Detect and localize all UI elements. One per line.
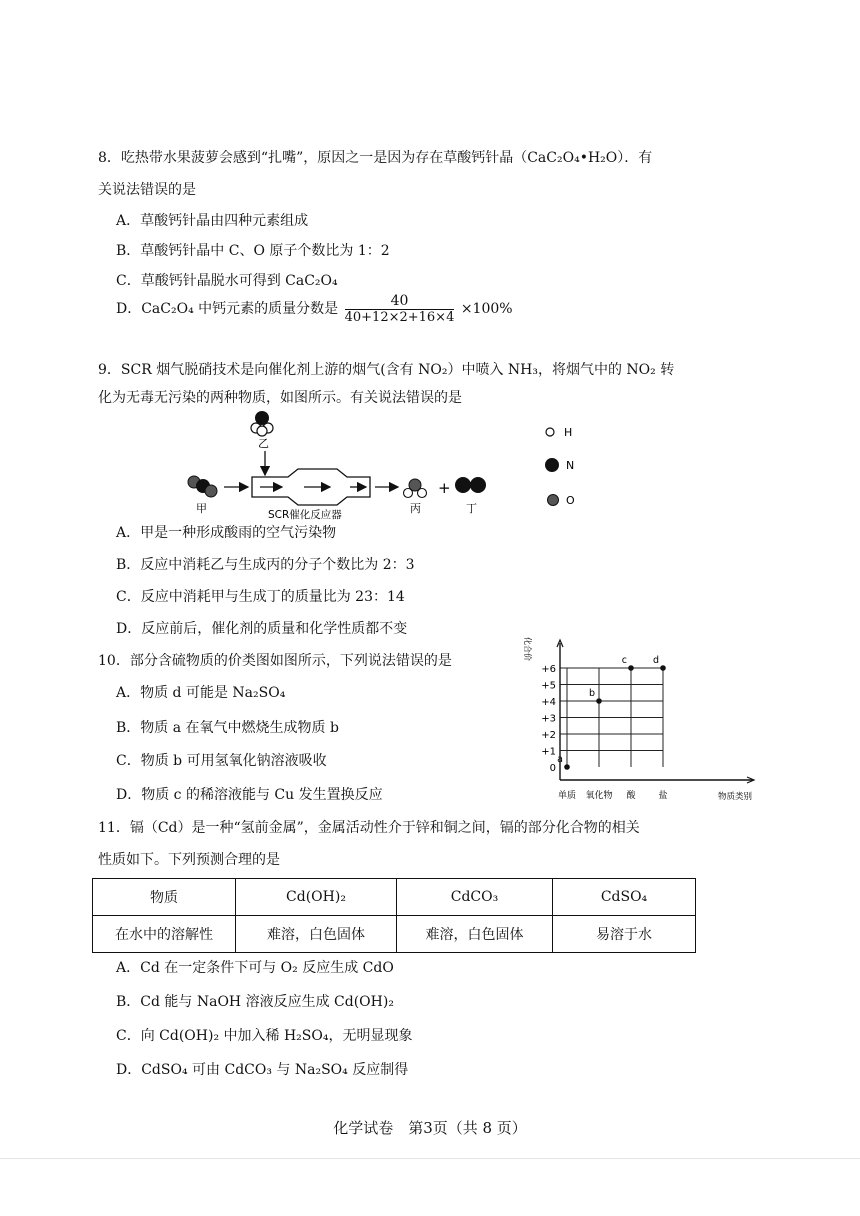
page-divider — [0, 1158, 860, 1159]
chart-point — [596, 698, 602, 704]
legend-label-n: N — [566, 459, 575, 472]
label-bing: 丙 — [410, 502, 421, 515]
table-cell: 难溶，白色固体 — [236, 916, 397, 953]
q10-option-a: A．物质 d 可能是 Na₂SO₄ — [116, 685, 286, 701]
table-cell: CdCO₃ — [397, 879, 553, 916]
chart-ytick-label: +3 — [541, 713, 556, 725]
page-footer: 化学试卷 第3页（共 8 页） — [333, 1119, 527, 1137]
cadmium-properties-table — [92, 878, 696, 953]
q8-option-c: C．草酸钙针晶脱水可得到 CaC₂O₄ — [116, 273, 338, 289]
atom-legend — [545, 426, 575, 507]
fraction-numerator: 40 — [345, 293, 455, 310]
q11-option-a: A．Cd 在一定条件下可与 O₂ 反应生成 CdO — [116, 960, 394, 976]
label-yi: 乙 — [258, 437, 269, 450]
hydrogen-atom-icon — [546, 428, 554, 436]
label-jia: 甲 — [196, 502, 207, 515]
legend-label-h: H — [564, 426, 573, 439]
chart-ytick-label: +4 — [541, 697, 556, 708]
mass-fraction — [345, 293, 455, 326]
chart-xtick-label: 酸 — [626, 791, 636, 801]
table-cell: CdSO₄ — [553, 879, 696, 916]
chart-ylabel: 化合价 — [523, 637, 532, 661]
chart-point-label: a — [557, 754, 563, 765]
chart-ytick-label: +5 — [541, 680, 556, 692]
reactor-label: SCR催化反应器 — [268, 509, 342, 520]
chart-point — [564, 764, 570, 770]
q11-option-b: B．Cd 能与 NaOH 溶液反应生成 Cd(OH)₂ — [116, 994, 394, 1010]
q10-option-b: B．物质 a 在氧气中燃烧生成物质 b — [116, 720, 339, 736]
oxygen-atom-icon — [548, 495, 559, 506]
chart-ytick-label: +2 — [541, 730, 556, 741]
molecule-yi-icon — [251, 411, 273, 436]
table-cell: 易溶于水 — [553, 916, 696, 953]
table-cell: 在水中的溶解性 — [93, 916, 236, 953]
q11-stem-line1: 11．镉（Cd）是一种“氢前金属”，金属活动性介于锌和铜之间，镉的部分化合物的相关 — [98, 820, 640, 836]
q11-option-d: D．CdSO₄ 可由 CdCO₃ 与 Na₂SO₄ 反应制得 — [116, 1062, 409, 1078]
chart-point-label: b — [588, 688, 595, 699]
q9-option-c: C．反应中消耗甲与生成丁的质量比为 23：14 — [116, 589, 405, 605]
nitrogen-atom-icon — [545, 458, 559, 472]
q11-stem-line2: 性质如下。下列预测合理的是 — [98, 852, 280, 868]
chart-point — [628, 665, 634, 671]
q9-option-b: B．反应中消耗乙与生成丙的分子个数比为 2：3 — [116, 557, 415, 573]
q8-option-b: B．草酸钙针晶中 C、O 原子个数比为 1：2 — [116, 243, 390, 259]
q10-option-c: C．物质 b 可用氢氧化钠溶液吸收 — [116, 753, 327, 769]
q8-stem-line1: 8．吃热带水果菠萝会感到“扎嘴”，原因之一是因为存在草酸钙针晶（CaC₂O₄•H₂O）．有 — [98, 150, 653, 166]
q10-stem: 10．部分含硫物质的价类图如图所示，下列说法错误的是 — [98, 653, 452, 669]
q9-option-d: D．反应前后，催化剂的质量和化学性质都不变 — [116, 621, 408, 637]
q10-option-d: D．物质 c 的稀溶液能与 Cu 发生置换反应 — [116, 787, 383, 803]
chart-ytick-label: +6 — [541, 664, 556, 675]
chart-point-label: d — [652, 655, 659, 666]
chart-xtick-label: 单质 — [557, 791, 577, 801]
table-cell: Cd(OH)₂ — [236, 879, 397, 916]
chart-xtick-label: 氧化物 — [585, 791, 613, 801]
scr-reaction-diagram — [170, 405, 610, 520]
table-cell: 难溶，白色固体 — [397, 916, 553, 953]
label-ding: 丁 — [466, 502, 477, 515]
table-row — [93, 916, 696, 953]
chart-point — [660, 665, 666, 671]
q8-stem-line2: 关说法错误的是 — [98, 182, 196, 198]
q11-option-c: C．向 Cd(OH)₂ 中加入稀 H₂SO₄，无明显现象 — [116, 1028, 413, 1044]
chart-xlabel: 物质类别 — [718, 792, 753, 802]
table-cell: 物质 — [93, 879, 236, 916]
q8-option-a: A．草酸钙针晶由四种元素组成 — [116, 213, 309, 229]
q9-option-a: A．甲是一种形成酸雨的空气污染物 — [116, 525, 337, 541]
q8-option-d — [116, 292, 513, 326]
chart-ytick-label: +1 — [541, 746, 556, 758]
scr-reactor-icon — [252, 469, 370, 505]
chart-ytick-label: 0 — [549, 763, 556, 774]
fraction-denominator: 40+12×2+16×4 — [344, 309, 455, 325]
q8-option-d-suffix: ×100% — [460, 301, 513, 317]
q8-option-d-prefix: D．CaC₂O₄ 中钙元素的质量分数是 — [116, 301, 339, 317]
molecule-ding-icon — [455, 477, 486, 493]
q9-stem-line1: 9．SCR 烟气脱硝技术是向催化剂上游的烟气(含有 NO₂）中喷入 NH₃，将烟气中的 NO₂ 转 — [98, 362, 675, 378]
chart-xtick-label: 盐 — [658, 791, 668, 801]
plus-sign: + — [438, 479, 451, 497]
molecule-jia-icon — [188, 476, 217, 497]
q9-stem-line2: 化为无毒无污染的两种物质，如图所示。有关说法错误的是 — [98, 390, 462, 406]
legend-label-o: O — [566, 494, 575, 507]
molecule-bing-icon — [404, 479, 427, 498]
chart-point-label: c — [621, 655, 627, 666]
table-header-row — [93, 879, 696, 916]
sulfur-valence-chart — [505, 625, 760, 805]
